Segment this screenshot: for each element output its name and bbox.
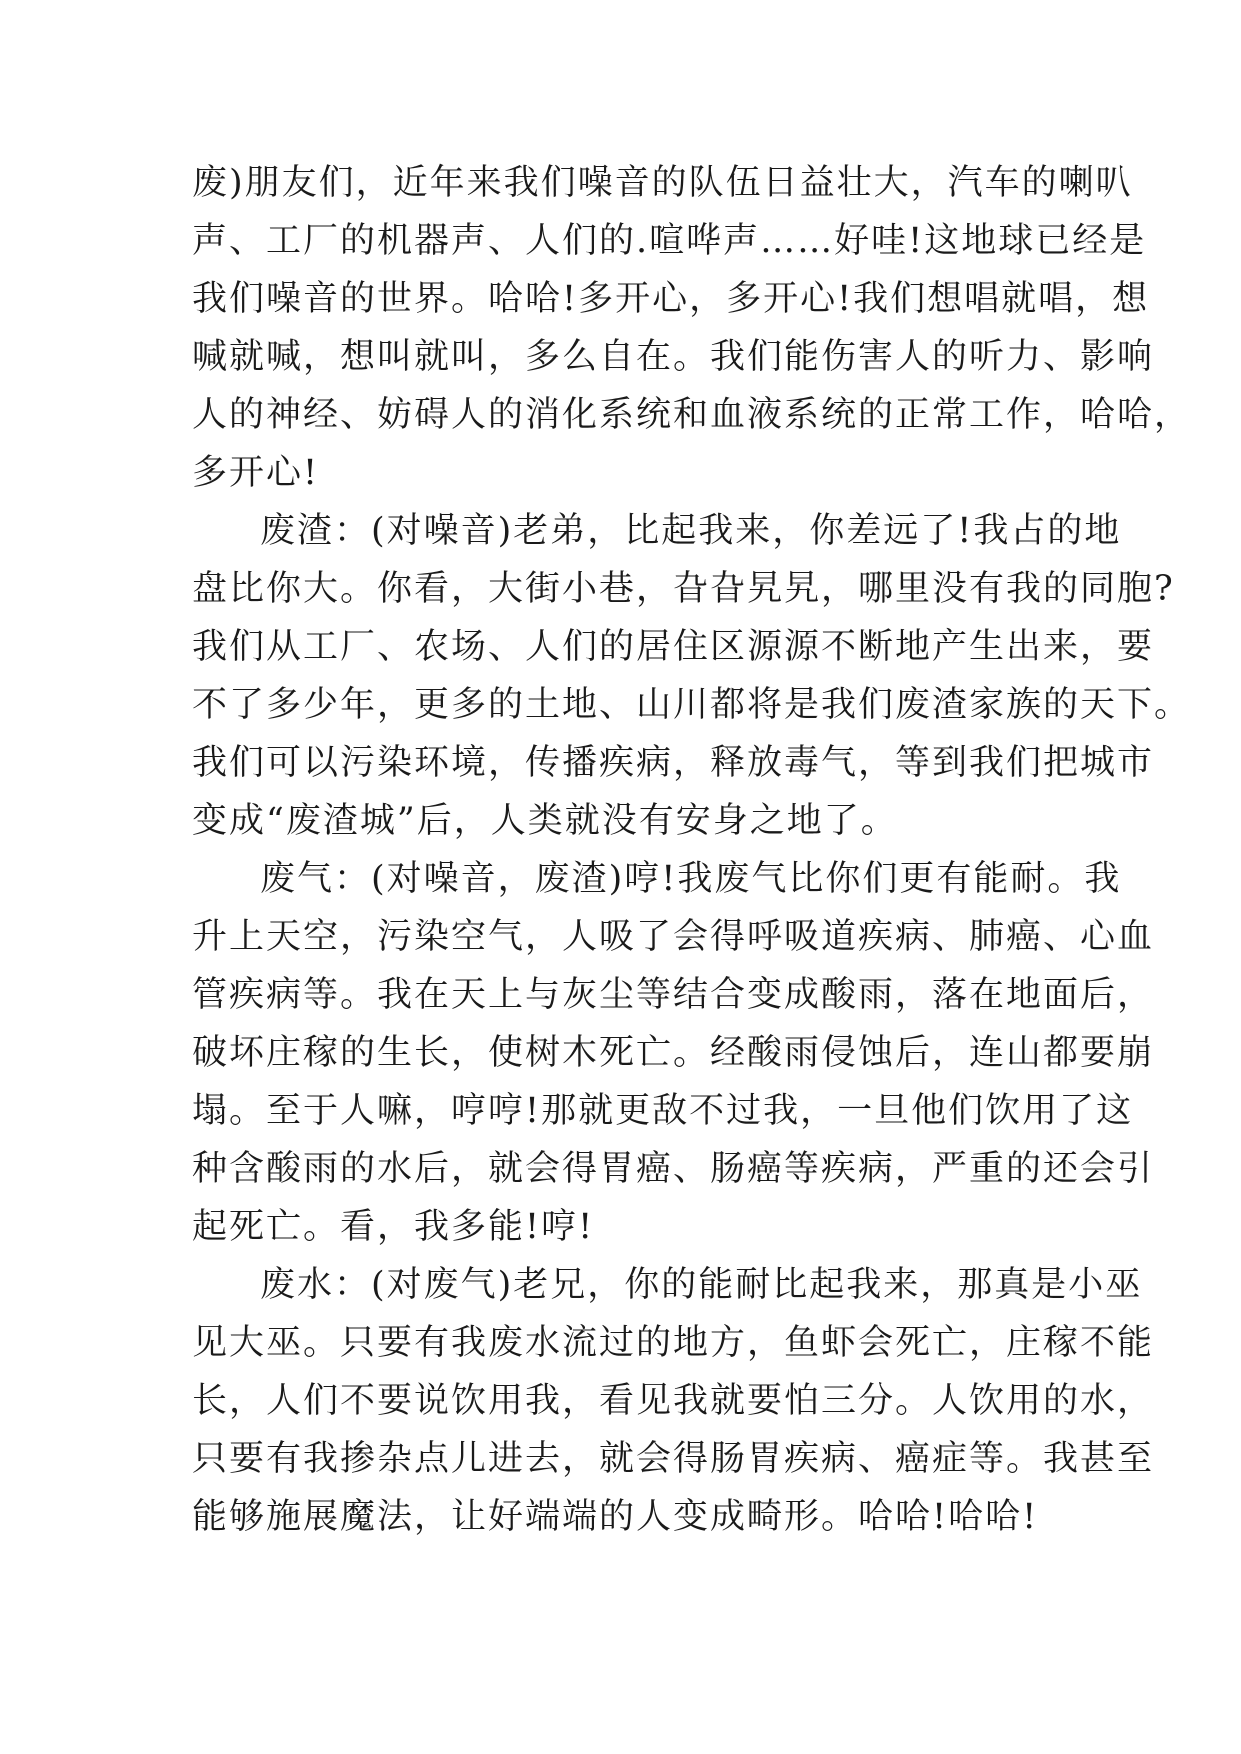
text-line: 人的神经、妨碍人的消化系统和血液系统的正常工作，哈哈， [192, 395, 1192, 435]
text-line: 见大巫。只要有我废水流过的地方，鱼虾会死亡，庄稼不能 [192, 1323, 1155, 1363]
text-line: 不了多少年，更多的土地、山川都将是我们废渣家族的天下。 [192, 685, 1192, 725]
text-line: 废)朋友们，近年来我们噪音的队伍日益壮大，汽车的喇叭 [192, 163, 1133, 203]
text-line: 破坏庄稼的生长，使树木死亡。经酸雨侵蚀后，连山都要崩 [192, 1033, 1155, 1073]
paragraph-waste-gas [192, 850, 1155, 1256]
paragraph-waste-water [192, 1256, 1155, 1546]
text-line: 能够施展魔法，让好端端的人变成畸形。哈哈!哈哈! [192, 1497, 1039, 1537]
text-line: 长，人们不要说饮用我，看见我就要怕三分。人饮用的水， [192, 1381, 1155, 1421]
text-line: 我们从工厂、农场、人们的居住区源源不断地产生出来，要 [192, 627, 1155, 667]
text-line: 喊就喊，想叫就叫，多么自在。我们能伤害人的听力、影响 [192, 337, 1155, 377]
text-line: 变成“废渣城”后，人类就没有安身之地了。 [192, 801, 898, 841]
paragraph-noise-continued [192, 154, 1192, 502]
text-line: 起死亡。看，我多能!哼! [192, 1207, 595, 1247]
text-line: 声、工厂的机器声、人们的.喧哗声……好哇!这地球已经是 [192, 221, 1147, 261]
text-line: 管疾病等。我在天上与灰尘等结合变成酸雨，落在地面后， [192, 975, 1155, 1015]
text-line: 我们可以污染环境，传播疾病，释放毒气，等到我们把城市 [192, 743, 1155, 783]
text-line: 多开心! [192, 453, 320, 493]
text-line: 盘比你大。你看，大街小巷，旮旮旯旯，哪里没有我的同胞? [192, 569, 1175, 609]
text-line: 废渣：(对噪音)老弟，比起我来，你差远了!我占的地 [260, 511, 1122, 551]
paragraph-waste-residue [192, 502, 1192, 850]
text-line: 废水：(对废气)老兄，你的能耐比起我来，那真是小巫 [260, 1265, 1143, 1305]
text-line: 塌。至于人嘛，哼哼!那就更敌不过我，一旦他们饮用了这 [192, 1091, 1134, 1131]
text-line: 废气：(对噪音，废渣)哼!我废气比你们更有能耐。我 [260, 859, 1122, 899]
text-line: 种含酸雨的水后，就会得胃癌、肠癌等疾病，严重的还会引 [192, 1149, 1155, 1189]
text-line: 我们噪音的世界。哈哈!多开心，多开心!我们想唱就唱，想 [192, 279, 1150, 319]
document-body [192, 154, 1192, 1546]
text-line: 只要有我掺杂点儿进去，就会得肠胃疾病、癌症等。我甚至 [192, 1439, 1155, 1479]
text-line: 升上天空，污染空气，人吸了会得呼吸道疾病、肺癌、心血 [192, 917, 1155, 957]
